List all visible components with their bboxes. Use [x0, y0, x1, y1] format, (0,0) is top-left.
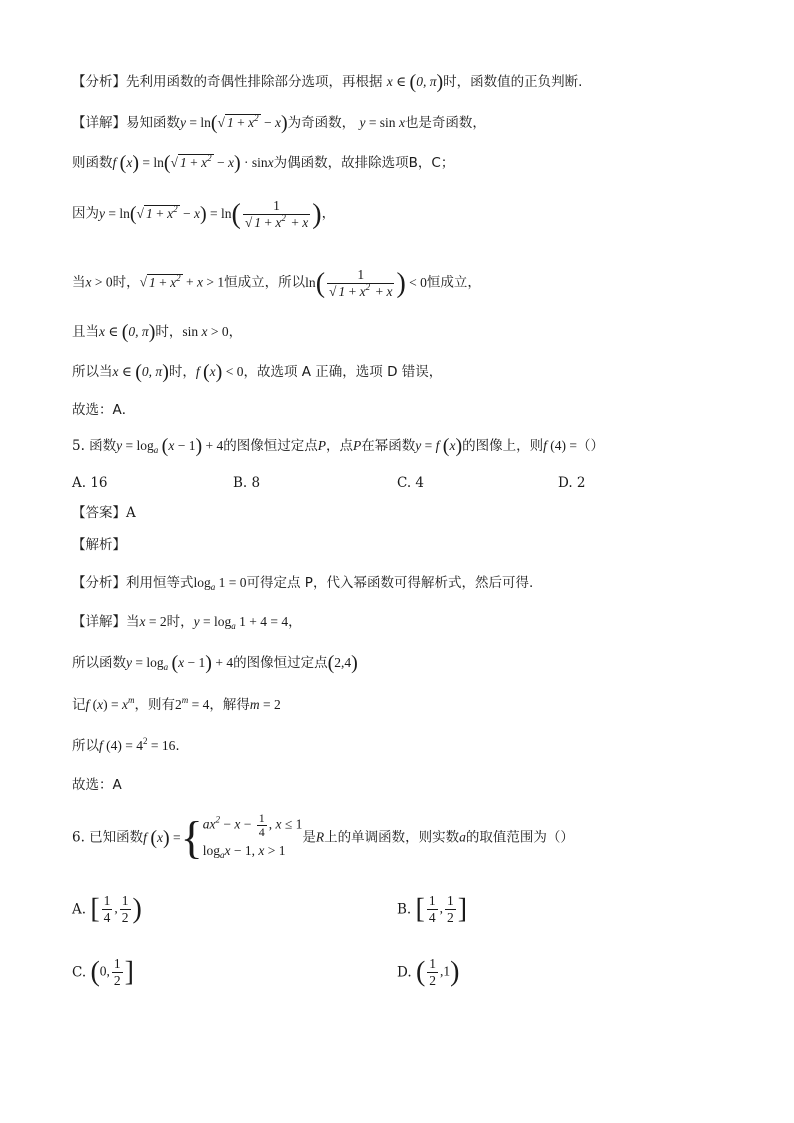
q4-detail-line — [72, 113, 486, 133]
math-log-func: $y = \log_a (x - 1) + 4$ — [116, 435, 224, 457]
text: 已知函数 — [89, 829, 144, 846]
analysis-tag: 【分析】 — [72, 575, 126, 591]
text: 则函数 — [72, 155, 113, 171]
text: （） — [577, 438, 604, 454]
q6-option-c[interactable] — [72, 956, 134, 989]
q5-stem: 5. 函数$y = \log_a (x - 1) + 4$的图像恒过定点P，点P在幂函数y = f (x)的图像上，则f (4) =（） — [72, 435, 604, 457]
text: 记 — [72, 697, 86, 713]
math-x-in-interval: x ∈ (0, π) — [99, 321, 156, 343]
text: 因为 — [72, 205, 99, 222]
math-ineq: √ $1 + x^2 + x > 1$ — [139, 272, 225, 290]
math-piecewise: f (x) = — [143, 826, 181, 849]
q4-line6: 且当x ∈ (0, π)时，sin x > 0， — [72, 321, 243, 343]
text: 是 — [302, 829, 316, 846]
piecewise-brace: { $ax^2 - x$ − $\frac{1}{4}$ , x ≤ 1 $\log_ax - 1$, x > 1 — [180, 811, 303, 863]
math-y-ln: y = ln(√ $1 + x^2 - x$) — [180, 112, 288, 134]
q5-line4: 所以f $(4) = 4^2 = 16$. — [72, 736, 180, 754]
text: 的图像恒过定点 — [233, 655, 328, 671]
q6-option-b[interactable] — [397, 893, 467, 926]
q5-answer-line: 故选：A — [72, 777, 122, 793]
q5-option-d[interactable]: D. 2 — [558, 475, 586, 491]
math-fx-lt-0: f (x) < 0 — [195, 361, 244, 383]
question-number: 6. — [72, 829, 90, 846]
math-x-gt-0: x > 0 — [85, 274, 113, 290]
text: 恒成立， — [426, 274, 481, 291]
interval-d: ( $\frac{1}{2}$ ,1) — [415, 956, 460, 988]
text: 函数 — [89, 438, 117, 454]
q4-line5 — [72, 267, 481, 300]
analysis-tag: 【分析】 — [72, 74, 126, 90]
math-sin-gt-0: sin x > 0 — [182, 324, 229, 339]
q5-line2: 所以函数$y = \log_a (x - 1) + 4$的图像恒过定点(2,4) — [72, 652, 358, 674]
text: 为偶函数，故排除选项 — [273, 155, 409, 171]
q5-option-b[interactable]: B. 8 — [233, 475, 261, 491]
text: 在幂函数 — [361, 438, 416, 454]
analysis-text: 先利用函数的奇偶性排除部分选项，再根据 — [126, 74, 383, 90]
math-x-in-interval: x ∈ (0, π) — [386, 71, 444, 93]
text: 可得定点 P，代入幂函数可得解析式，然后可得. — [246, 575, 534, 591]
q4-line7 — [72, 362, 442, 382]
q5-answer — [72, 503, 136, 523]
option-label: D. — [397, 964, 412, 981]
q5-option-c[interactable]: C. 4 — [397, 475, 425, 491]
answer-tag: 【答案】 — [72, 505, 126, 521]
option-label: B. — [397, 901, 412, 918]
text: 的图像恒过定点 — [223, 438, 318, 454]
detail-tag: 【详解】 — [72, 614, 126, 630]
q5-jiexi-tag: 【解析】 — [72, 537, 126, 553]
text: 所以 — [72, 738, 99, 754]
math-y-sin: y = sin x — [359, 115, 405, 130]
detail-text-3: 也是奇函数， — [404, 115, 486, 131]
text: 所以当 — [72, 364, 113, 380]
q4-answer-line: 故选：A． — [72, 402, 136, 418]
option-label: C. — [72, 964, 87, 981]
text: ，则有 — [134, 697, 175, 713]
q4-line3 — [72, 153, 454, 173]
q5-option-a[interactable]: A. 16 — [72, 475, 108, 491]
text: 当 — [126, 614, 140, 630]
text: 时， — [112, 274, 140, 291]
detail-text-2: 为奇函数， — [287, 115, 356, 131]
text: 的图像上，则 — [462, 438, 544, 454]
interval-a: [ $\frac{1}{4}$ , $\frac{1}{2}$ ) — [90, 893, 142, 925]
q5-analysis — [72, 573, 533, 593]
interval-b: [ $\frac{1}{4}$ , $\frac{1}{2}$ ] — [415, 893, 468, 925]
math-ln-lt-0: ln( $\frac{1}{√ 1 + x^2 + x}$ ) < 0 — [305, 267, 427, 299]
option-label: A. — [72, 901, 87, 918]
math-log-identity: $\log_a 1 = 0$ — [193, 575, 247, 592]
text: 上的单调函数，则实数 — [324, 829, 460, 846]
analysis-text-2: 时，函数值的正负判断. — [443, 74, 583, 90]
text: 时， — [166, 614, 194, 630]
math-identity: y = ln(√ $1 + x^2 - x) = \ln$( $\frac{1}{√ 1 + x^2 + x}$ ) — [99, 198, 322, 230]
math-x-in-interval: x ∈ (0, π) — [112, 361, 169, 383]
q6-option-d[interactable] — [397, 956, 459, 989]
text: 的取值范围为（） — [465, 829, 574, 846]
text: 时， — [155, 324, 183, 340]
detail-text: 易知函数 — [126, 115, 180, 131]
answer-value: A — [126, 505, 136, 521]
q5-detail: 【详解】当x = 2时，$y = \log_a 1 + 4 = 4$， — [72, 614, 302, 631]
math-f-even: f (x) = ln(√ $1 + x^2 - x) \cdot \sin x$ — [112, 152, 274, 174]
question-number: 5. — [72, 438, 90, 454]
text: ，故选项 A 正确，选项 D 错误， — [243, 364, 443, 380]
q4-analysis-line — [72, 72, 582, 92]
interval-c: (0, $\frac{1}{2}$ ] — [90, 956, 134, 988]
text: 利用恒等式 — [126, 575, 194, 591]
q6-stem: 6. 已知函数f (x) ={ $ax^2 - x$ − $\frac{1}{4}$ , x ≤ 1 $\log_ax - 1$, x > 1 是R上的单调函数，则实数a的取值范围为（） — [72, 811, 574, 863]
text: ，点 — [326, 438, 354, 454]
text: 且当 — [72, 324, 99, 340]
q6-option-a[interactable] — [72, 893, 142, 926]
q5-line3: 记f $(x) = x^m$，则有2$^m$ = 4，解得m = 2 — [72, 695, 281, 713]
math-power-func: y = f (x) — [415, 435, 463, 457]
text: 时， — [168, 364, 196, 380]
text: 所以函数 — [72, 655, 126, 671]
text: B，C； — [408, 155, 455, 171]
text: 当 — [72, 274, 86, 291]
q4-line4: 因为y = ln(√ $1 + x^2 - x) = \ln$( $\frac{1}{√ 1 + x^2 + x}$ )， — [72, 198, 336, 230]
text: 恒成立，所以 — [224, 274, 306, 291]
detail-tag: 【详解】 — [72, 115, 126, 131]
text: ，解得 — [209, 697, 250, 713]
